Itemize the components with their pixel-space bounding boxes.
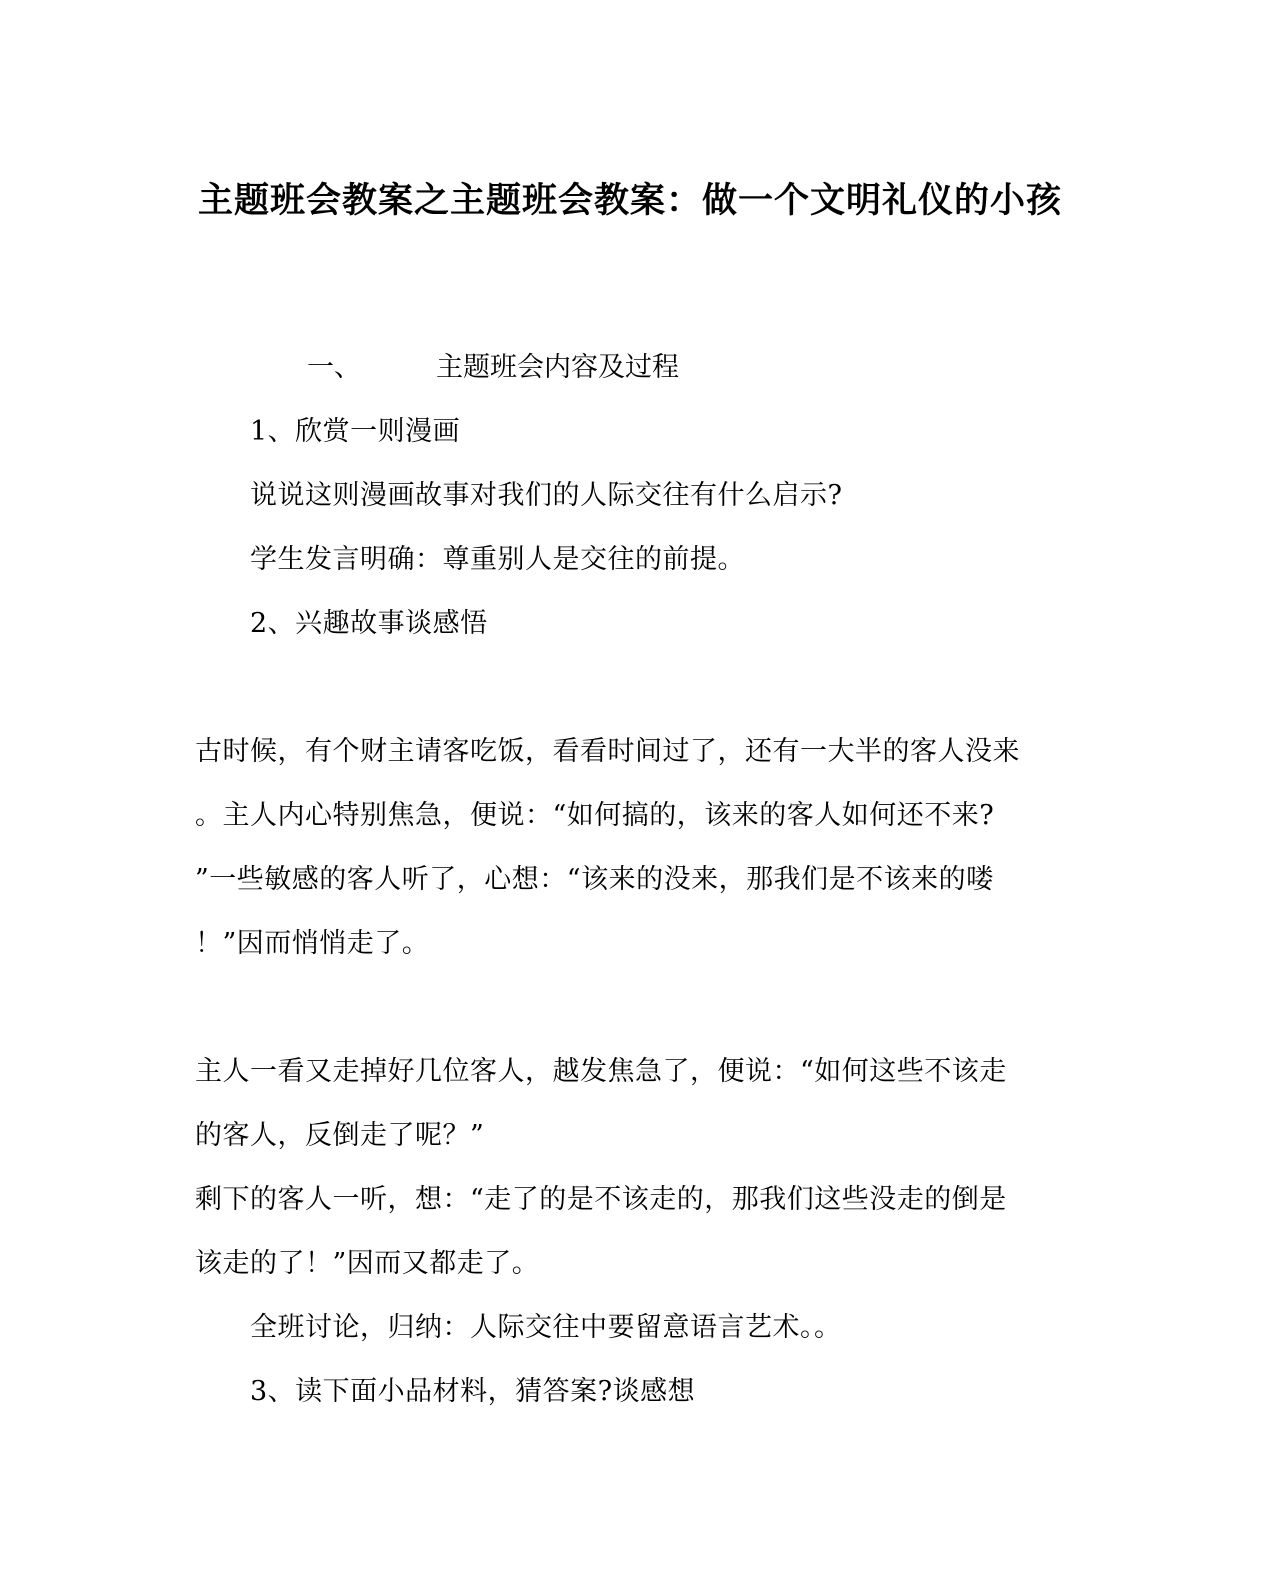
paragraph-line: 说说这则漫画故事对我们的人际交往有什么启示?: [250, 480, 843, 511]
story-line: 的客人，反倒走了呢？”: [195, 1120, 485, 1151]
story-line: 主人一看又走掉好几位客人，越发焦急了，便说：“如何这些不该走: [195, 1056, 1007, 1087]
section-number: 一、: [307, 352, 361, 383]
story-line: 古时候，有个财主请客吃饭，看看时间过了，还有一大半的客人没来: [195, 736, 1020, 767]
document-title: 主题班会教案之主题班会教案：做一个文明礼仪的小孩: [197, 180, 1062, 221]
story-line: ！”因而悄悄走了。: [195, 928, 430, 959]
section-heading: 主题班会内容及过程: [436, 352, 679, 383]
paragraph-line: 学生发言明确：尊重别人是交往的前提。: [250, 544, 745, 575]
item-heading-2: 2、兴趣故事谈感悟: [250, 608, 488, 639]
story-line: ”一些敏感的客人听了，心想：“该来的没来，那我们是不该来的喽: [195, 864, 994, 895]
item-heading-3: 3、读下面小品材料，猜答案?谈感想: [250, 1376, 696, 1407]
item-heading-1: 1、欣赏一则漫画: [250, 416, 461, 447]
story-line: 剩下的客人一听，想：“走了的是不该走的，那我们这些没走的倒是: [195, 1184, 1007, 1215]
story-line: 该走的了！”因而又都走了。: [195, 1248, 540, 1279]
paragraph-line: 全班讨论，归纳：人际交往中要留意语言艺术。。: [250, 1312, 842, 1343]
story-line: 。主人内心特别焦急，便说：“如何搞的，该来的客人如何还不来?: [195, 800, 995, 831]
